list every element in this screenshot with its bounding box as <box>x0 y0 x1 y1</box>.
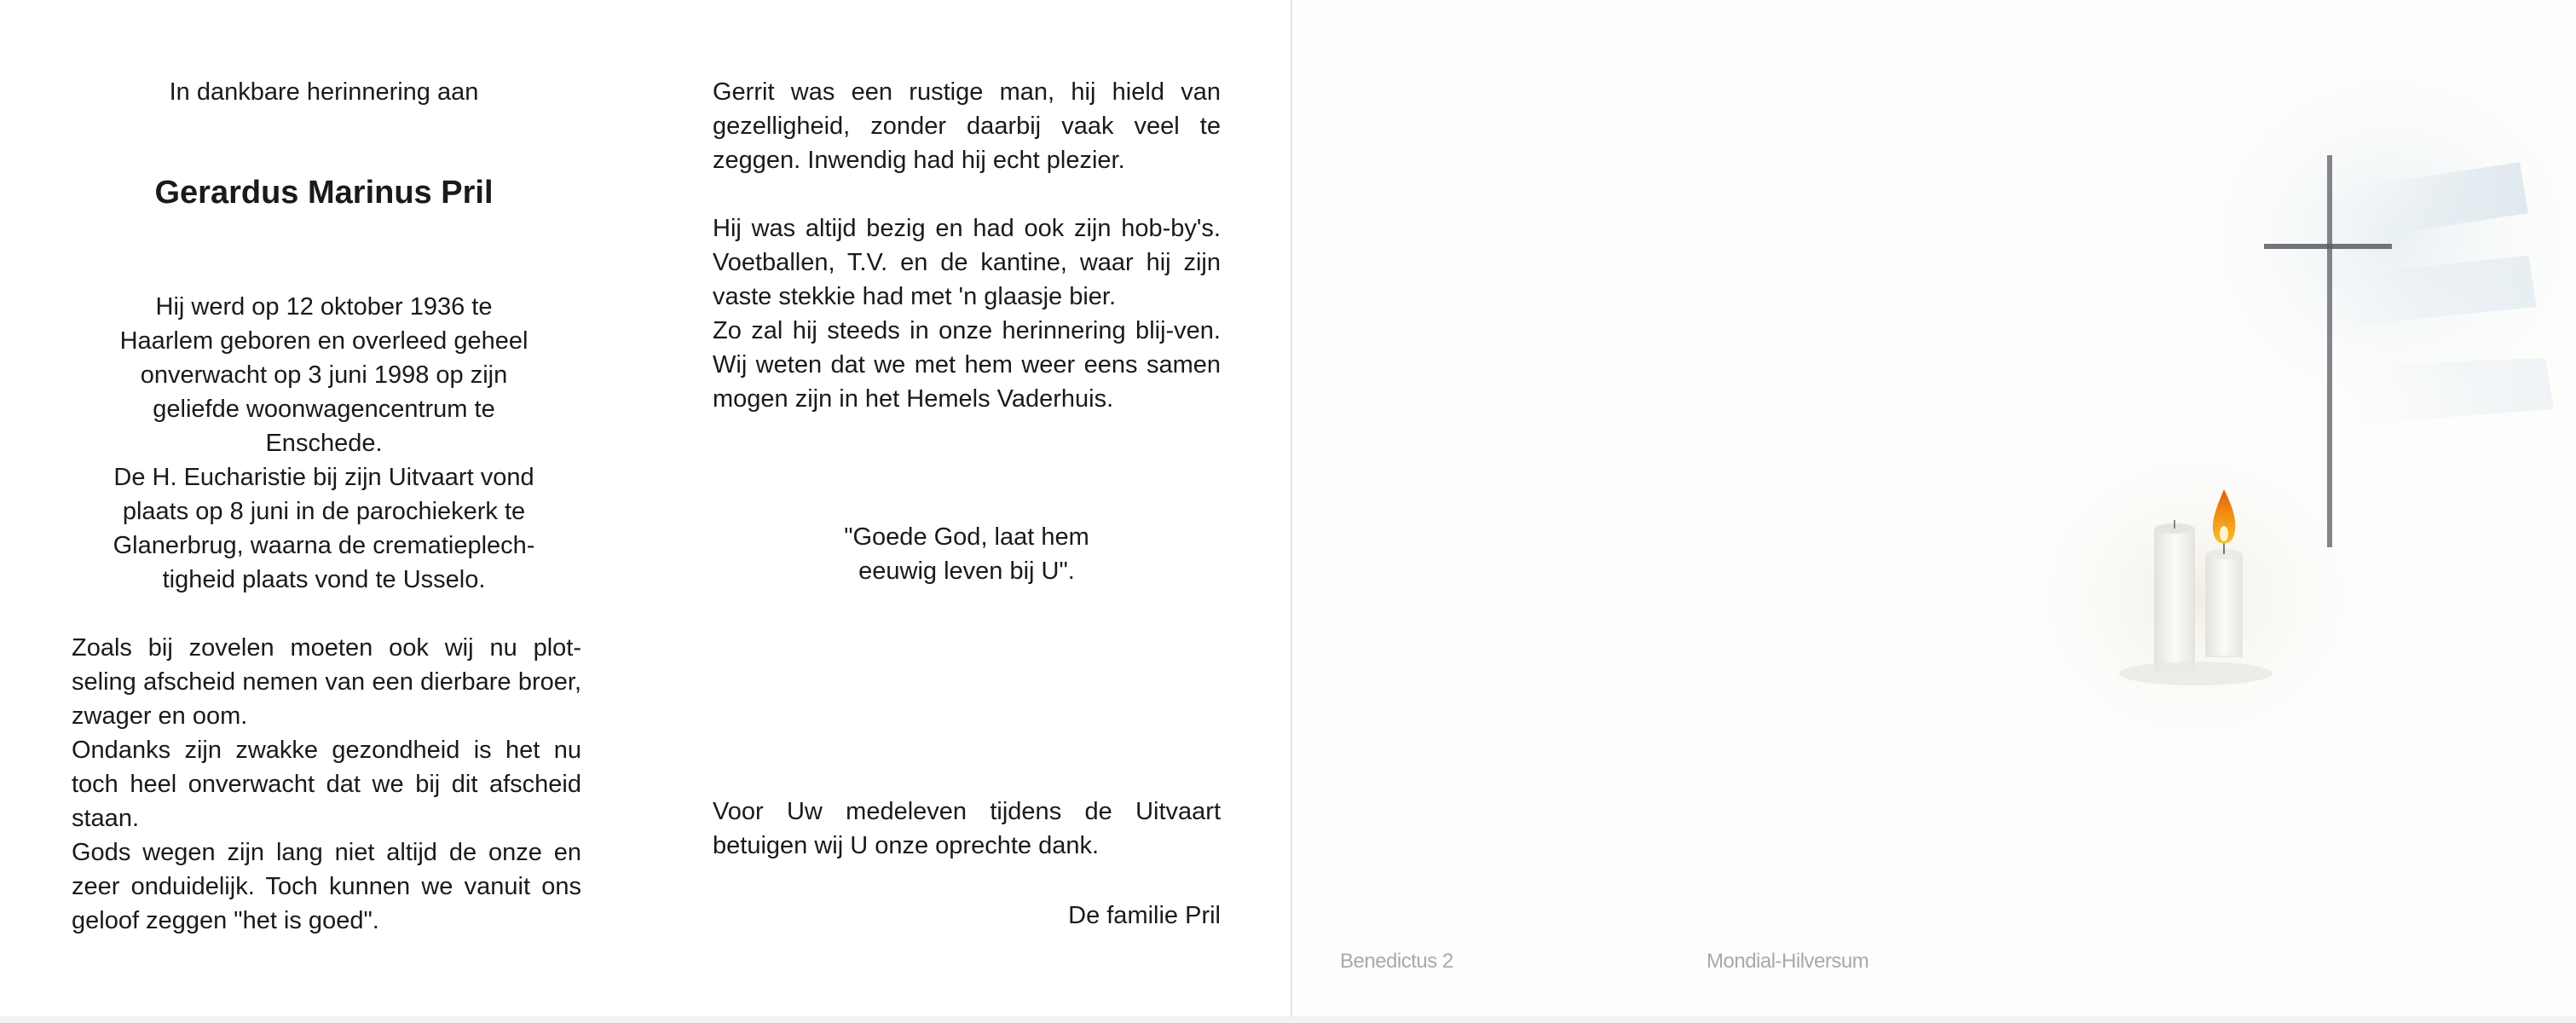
bio-line: Glanerbrug, waarna de crematieplech- <box>113 532 535 559</box>
cross-candle-illustration-icon <box>1292 0 2576 1016</box>
family-signature: De familie Pril <box>1068 902 1221 929</box>
prayer-quote <box>713 520 1221 588</box>
bio-line: Hij werd op 12 oktober 1936 te <box>155 293 493 321</box>
thanks-text: Voor Uw medeleven tijdens de Uitvaart betuigen wij U onze oprechte dank. <box>713 798 1221 859</box>
intro-text: In dankbare herinnering aan <box>169 78 479 106</box>
paragraph: Zoals bij zovelen moeten ook wij nu plot-seling afscheid nemen van een dierbare broer, zwager en oom. <box>72 634 581 730</box>
character-text <box>713 75 1221 416</box>
paragraph: Ondanks zijn zwakke gezondheid is het nu toch heel onverwacht dat we bij dit afscheid staan. <box>72 737 581 832</box>
bio-line: onverwacht op 3 juni 1998 op zijn <box>140 361 508 389</box>
biography <box>68 290 580 597</box>
series-label: Benedictus 2 <box>1340 950 1453 973</box>
bio-line: Enschede. <box>265 430 383 457</box>
paragraph: Gods wegen zijn lang niet altijd de onze en zeer onduidelijk. Toch kunnen we vanuit ons geloof zeggen "het is goed". <box>72 839 581 934</box>
reflection-text <box>72 631 581 938</box>
bio-line: geliefde woonwagencentrum te <box>153 396 495 423</box>
paragraph: Hij was altijd bezig en had ook zijn hob-by's. Voetballen, T.V. en de kantine, waar hij zijn vaste stekkie had met 'n glaasje bier. <box>713 215 1221 310</box>
quote-line: "Goede God, laat hem <box>844 523 1089 551</box>
bio-line: plaats op 8 juni in de parochiekerk te <box>122 498 526 525</box>
bio-line: De H. Eucharistie bij zijn Uitvaart vond <box>113 464 534 491</box>
panel-left <box>0 0 642 1016</box>
deceased-name: Gerardus Marinus Pril <box>154 175 494 211</box>
bio-line: tigheid plaats vond te Usselo. <box>162 566 486 593</box>
paragraph: Zo zal hij steeds in onze herinnering blij-ven. Wij weten dat we met hem weer eens samen mogen zijn in het Hemels Vaderhuis. <box>713 317 1221 413</box>
paragraph: Gerrit was een rustige man, hij hield van gezelligheid, zonder daarbij vaak veel te zeggen. Inwendig had hij echt plezier. <box>713 78 1221 174</box>
quote-line: eeuwig leven bij U". <box>858 558 1075 585</box>
panel-right <box>1292 0 2576 1016</box>
bio-line: Haarlem geboren en overleed geheel <box>119 327 528 355</box>
printer-label: Mondial-Hilversum <box>1707 950 1869 973</box>
panel-middle <box>641 0 1293 1016</box>
